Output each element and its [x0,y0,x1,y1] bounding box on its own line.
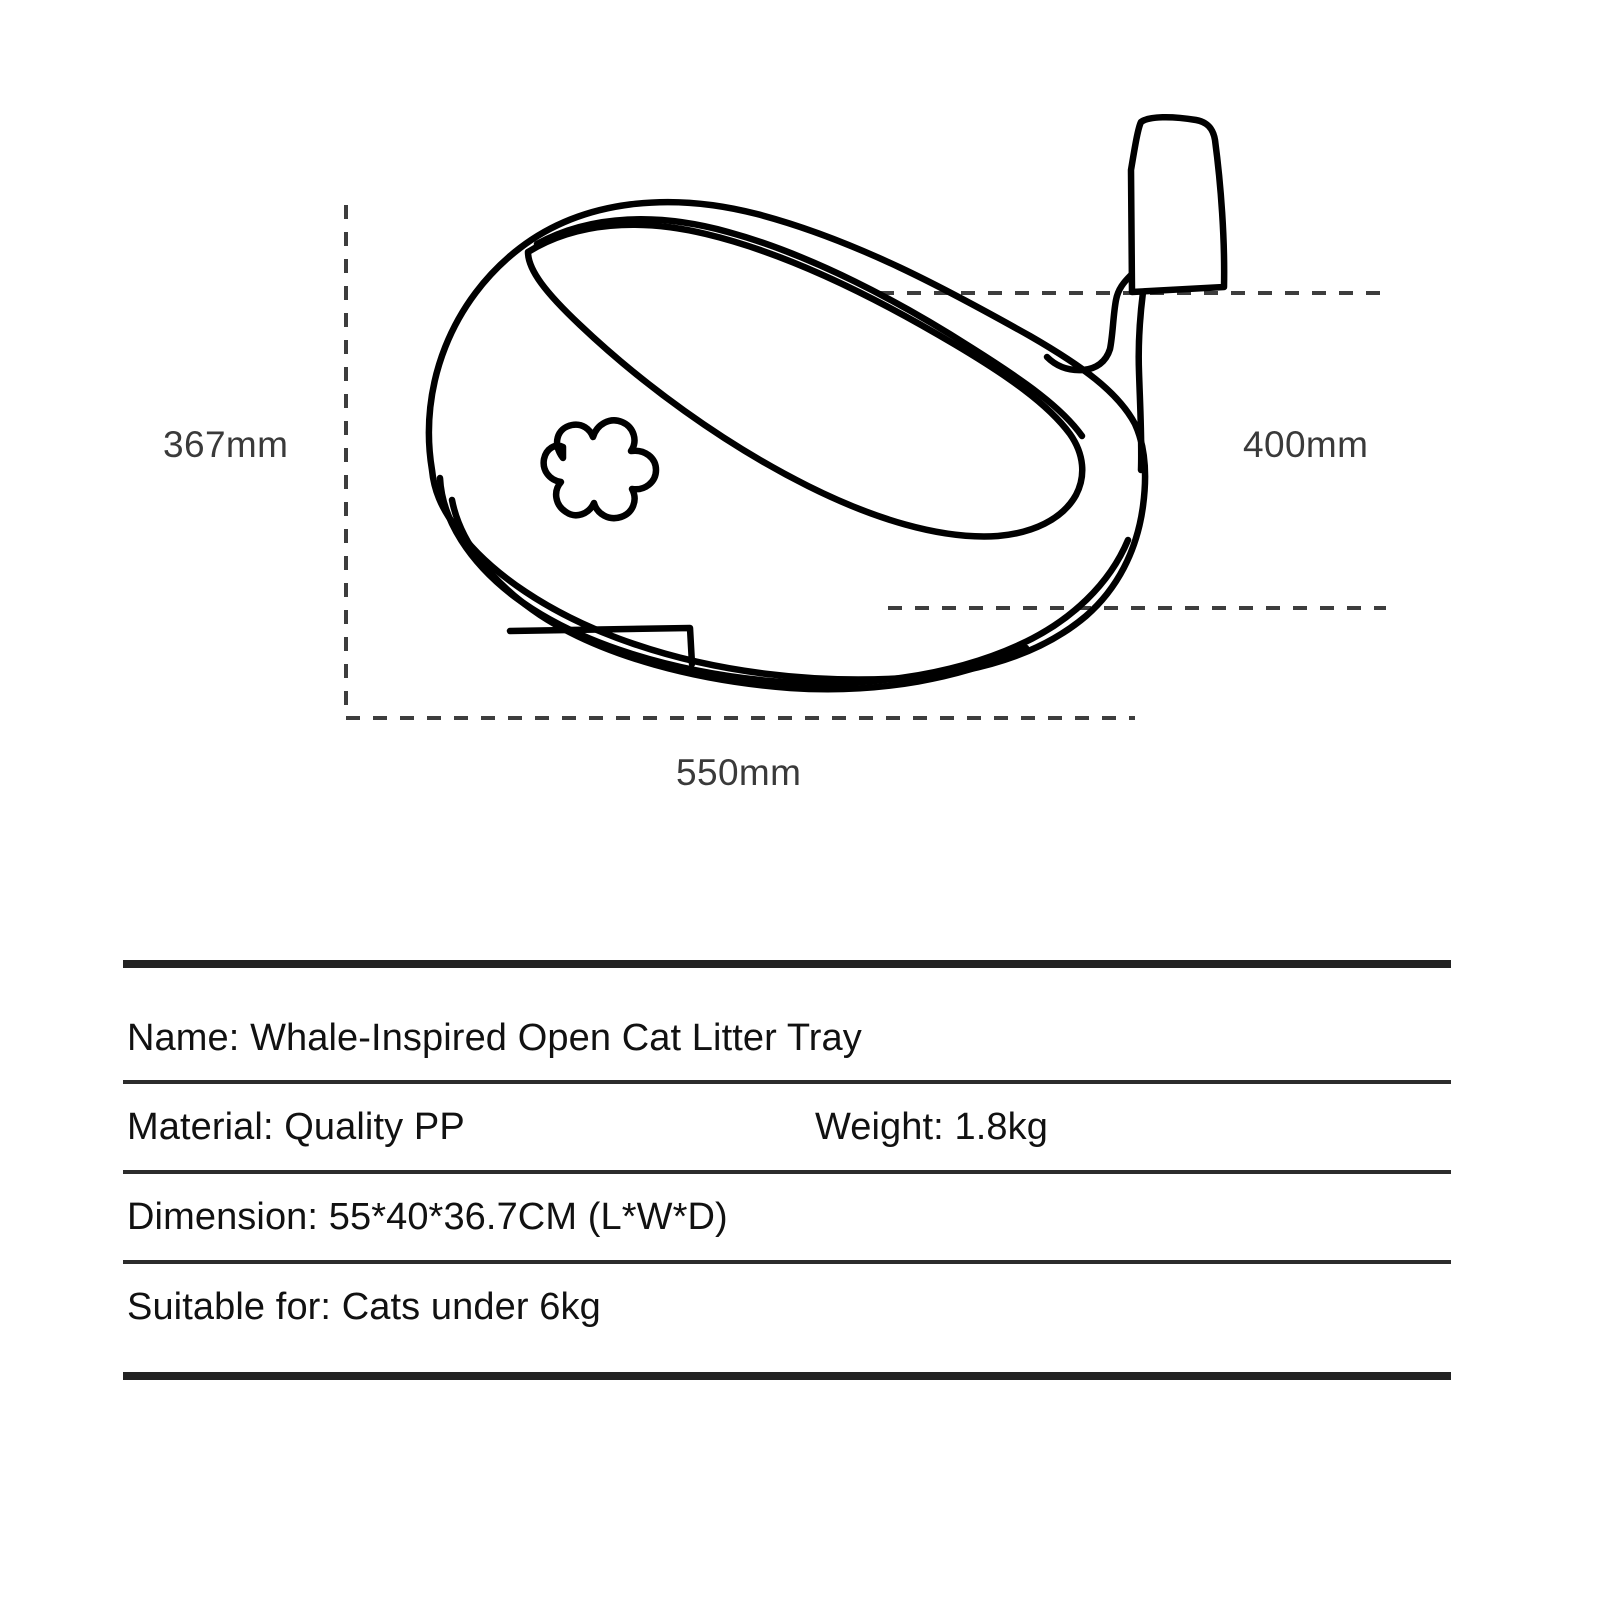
dimension-label-width: 550mm [676,752,802,793]
spec-material-label: Material: Quality PP [127,1105,465,1148]
tray-inner-basin-highlight [537,219,1082,436]
dimension-label-depth: 400mm [1243,424,1369,465]
spec-table-bottom-rule [123,1372,1451,1380]
tray-inner-basin [528,225,1082,537]
dimension-label-height: 367mm [163,424,289,465]
dimension-guides [346,205,1386,718]
spec-weight-label: Weight: 1.8kg [815,1105,1048,1148]
spec-row-material-weight [123,1084,1451,1170]
spec-row-suitable [123,1264,1451,1350]
whale-tail-fin [1131,117,1224,292]
whale-tail-stem-inner [1139,292,1143,470]
spec-dimension-label: Dimension: 55*40*36.7CM (L*W*D) [127,1195,728,1238]
spec-row-name [123,996,1451,1080]
tray-base-line [452,500,1026,689]
spec-name-label: Name: Whale-Inspired Open Cat Litter Tray [127,1016,862,1059]
tray-outline [429,117,1224,689]
spec-suitable-label: Suitable for: Cats under 6kg [127,1285,601,1328]
specification-table [123,960,1451,1380]
spec-table-top-rule [123,960,1451,968]
flower-vent-cutout [544,420,656,518]
spec-row-dimension [123,1174,1451,1260]
